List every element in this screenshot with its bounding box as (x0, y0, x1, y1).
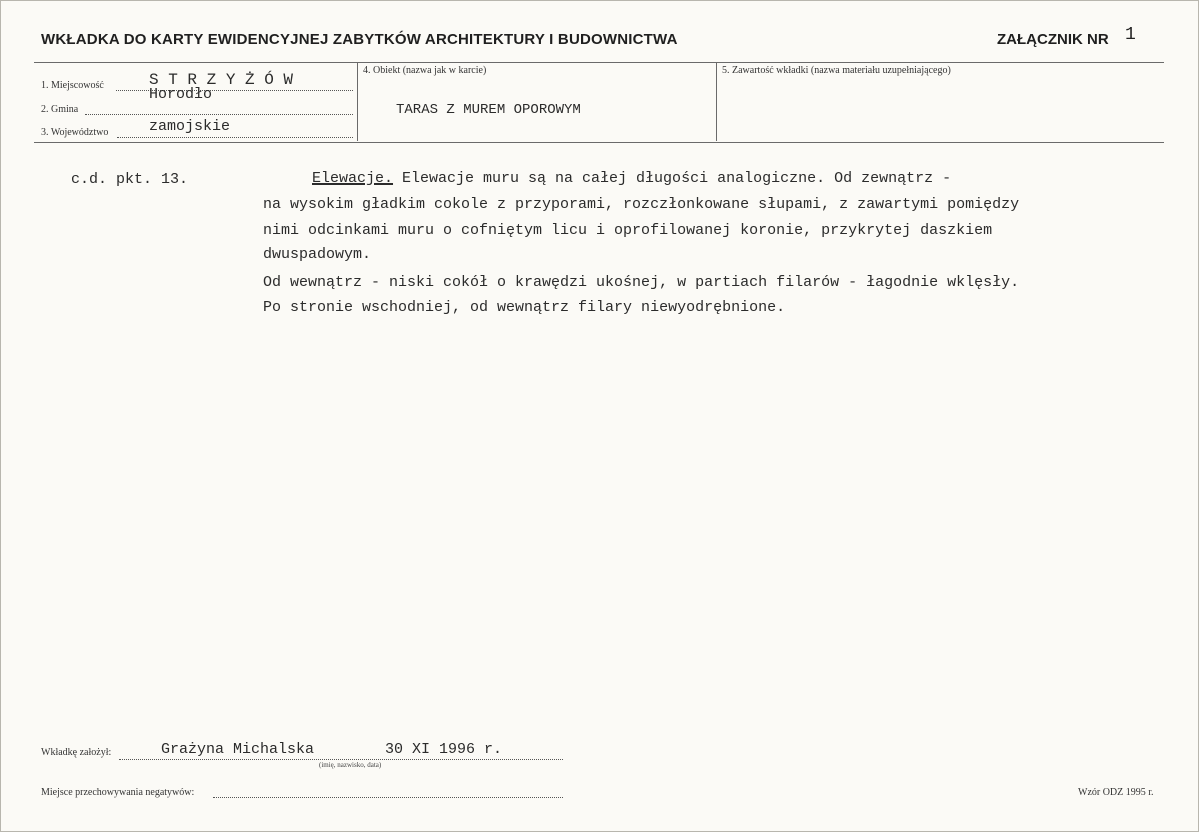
continuation-reference: c.d. pkt. 13. (71, 171, 189, 188)
commune-value: Horodło (149, 86, 213, 103)
annex-label: ZAŁĄCZNIK NR (997, 31, 1109, 48)
commune-dotted-line (85, 114, 353, 115)
object-value: TARAS Z MUREM OPOROWYM (396, 102, 581, 118)
form-title: WKŁADKA DO KARTY EWIDENCYJNEJ ZABYTKÓW ARCHITEKTURY I BUDOWNICTWA (41, 31, 678, 48)
body-line-1-text: Elewacje muru są na całej długości analogiczne. Od zewnątrz - (393, 170, 952, 187)
created-by-dotted-line (119, 759, 563, 760)
created-date: 30 XI 1996 r. (385, 741, 503, 758)
field-divider (716, 62, 717, 141)
body-line-2: na wysokim gładkim cokole z przyporami, rozczłonkowane słupami, z zawartymi pomiędzy (263, 196, 1020, 213)
created-caption: (imię, nazwisko, data) (319, 761, 382, 769)
voivodeship-dotted-line (117, 137, 353, 138)
body-line-3: nimi odcinkami muru o cofniętym licu i oprofilowanej koronie, przykrytej daszkiem (263, 222, 993, 239)
content-label: 5. Zawartość wkładki (nazwa materiału uzupełniającego) (722, 65, 951, 76)
form-version: Wzór ODZ 1995 r. (1078, 787, 1154, 798)
created-by-label: Wkładkę założył: (41, 747, 112, 758)
commune-label: 2. Gmina (41, 104, 79, 115)
voivodeship-value: zamojskie (149, 118, 231, 135)
locality-value: S T R Z Y Ż Ó W (149, 71, 294, 89)
storage-dotted-line (213, 797, 563, 798)
body-line-6: Po stronie wschodniej, od wewnątrz filary niewyodrębnione. (263, 299, 786, 316)
voivodeship-label: 3. Województwo (41, 127, 109, 138)
section-heading: Elewacje. (312, 170, 394, 187)
storage-label: Miejsce przechowywania negatywów: (41, 787, 195, 798)
body-line-4: dwuspadowym. (263, 246, 372, 263)
body-line-1 (312, 167, 951, 191)
locality-label: 1. Miejscowość (41, 80, 104, 91)
body-line-5: Od wewnątrz - niski cokół o krawędzi ukośnej, w partiach filarów - łagodnie wklęsły. (263, 274, 1020, 291)
annex-number: 1 (1125, 25, 1136, 45)
object-label: 4. Obiekt (nazwa jak w karcie) (363, 65, 487, 76)
field-divider (357, 62, 358, 141)
created-by-name: Grażyna Michalska (161, 741, 315, 758)
